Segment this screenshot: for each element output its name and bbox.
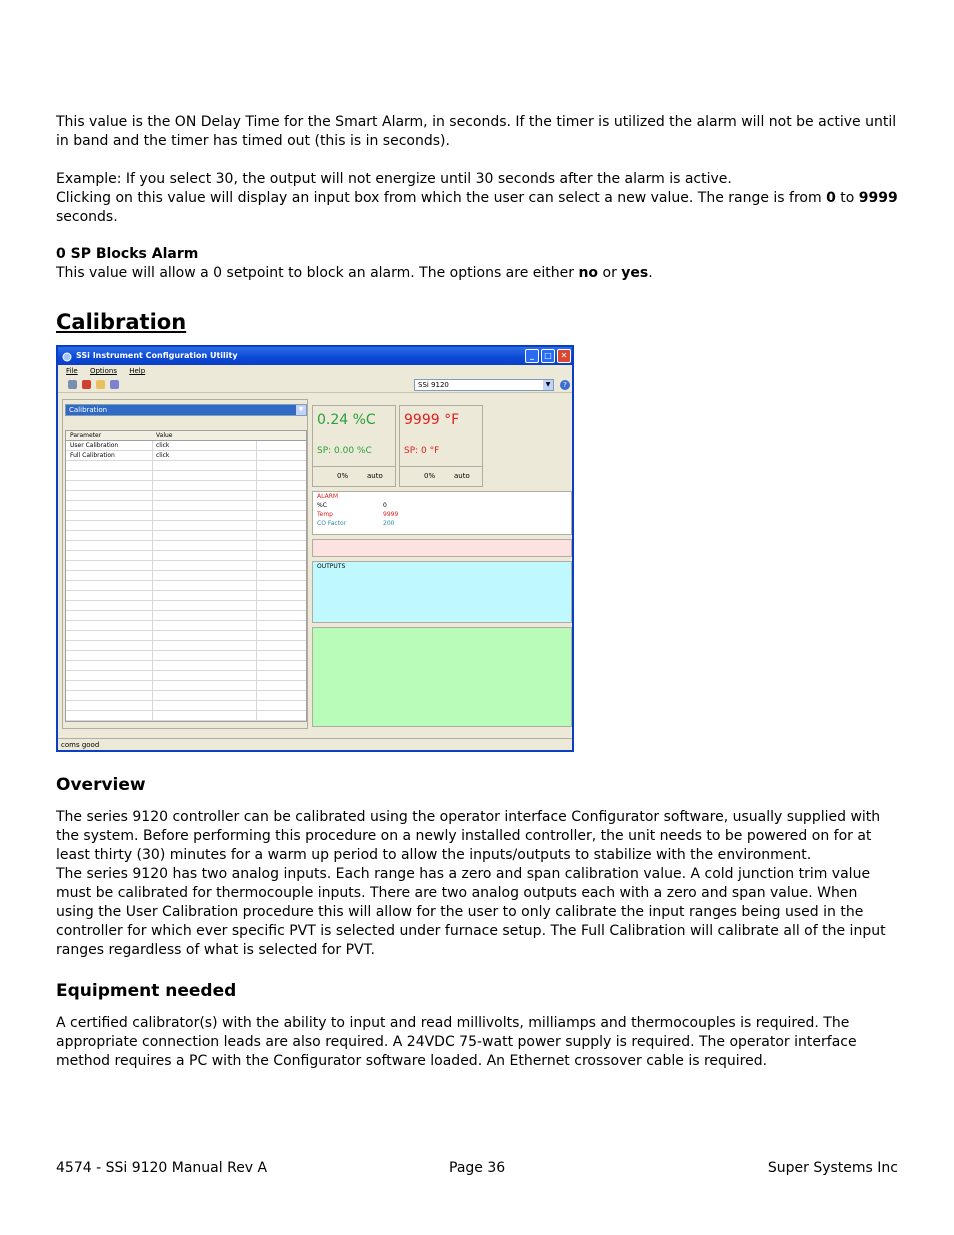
window-title: SSi Instrument Configuration Utility	[76, 351, 238, 360]
row-full-calibration-value[interactable]: click	[156, 452, 170, 459]
loop1-mode[interactable]: auto	[367, 472, 383, 480]
alarm-label-temp: Temp	[317, 511, 333, 518]
sp-blocks-section	[56, 245, 898, 283]
loop1-pv: 0.24 %C	[317, 412, 376, 428]
row-user-calibration[interactable]: User Calibration	[70, 442, 119, 449]
green-panel	[312, 627, 572, 727]
parameter-pane	[62, 399, 308, 729]
loop1-output: 0%	[337, 472, 349, 480]
menu-file[interactable]: File	[66, 367, 78, 375]
alarm-label-co-factor: CO Factor	[317, 520, 347, 527]
loop2-pv: 9999 °F	[404, 412, 460, 428]
outputs-panel	[312, 561, 572, 623]
app-icon	[62, 351, 72, 361]
loop1-sp[interactable]: SP: 0.00 %C	[317, 446, 372, 456]
loop2-panel	[399, 405, 483, 487]
sp-or: or	[598, 265, 622, 281]
sp-blocks-heading: 0 SP Blocks Alarm	[56, 246, 199, 262]
alarm-label-pct-c: %C	[317, 502, 327, 509]
maximize-button[interactable]: □	[541, 349, 555, 363]
equipment-paragraph: A certified calibrator(s) with the ability to input and read millivolts, milliamps and thermocouples is required. The appropriate connection leads are also required. A 24VDC 75-watt power supply is required. The operator interface method requires a PC with the Configurator software loaded. An Ethernet crossover cable is required.	[56, 1015, 857, 1069]
range-to: to	[835, 190, 859, 206]
settings-icon[interactable]	[110, 380, 119, 389]
footer-company: Super Systems Inc	[767, 1160, 898, 1176]
loop2-mode[interactable]: auto	[454, 472, 470, 480]
loop2-sp[interactable]: SP: 0 °F	[404, 446, 440, 456]
alarm-title: ALARM	[317, 493, 339, 500]
outputs-label: OUTPUTS	[317, 563, 346, 570]
sp-end: .	[648, 265, 653, 281]
menu-bar	[58, 365, 572, 377]
column-header-parameter: Parameter	[70, 432, 102, 439]
alarm-value-co-factor: 200	[383, 520, 395, 527]
instrument-select[interactable]	[414, 379, 554, 391]
footer-page-number: Page 36	[449, 1160, 506, 1176]
overview-text-2: The series 9120 has two analog inputs. Each range has a zero and span calibration value. A cold junction trim value must be calibrated for thermocouple inputs. There are two analog outputs each with a zero and span value. When using the User Calibration procedure this will allow for the user to only calibrate the input ranges being used in the controller for which ever specific PVT is selected under furnace setup. The Full Calibration will calibrate all of the input ranges regardless of what is selected for PVT.	[56, 866, 886, 958]
calibration-heading: Calibration	[56, 310, 187, 334]
range-end: seconds.	[56, 209, 118, 225]
chevron-down-icon: ▼	[543, 380, 553, 390]
alarm-band	[312, 539, 572, 557]
alarm-panel	[312, 491, 572, 535]
equipment-heading: Equipment needed	[56, 981, 237, 1001]
loop1-panel	[312, 405, 396, 487]
parameter-grid	[65, 430, 307, 722]
help-icon[interactable]: ?	[560, 380, 570, 390]
overview-paragraph	[56, 808, 898, 960]
instrument-name: SSi 9120	[418, 381, 449, 389]
screen-select[interactable]	[65, 404, 307, 416]
toolbar	[58, 377, 572, 393]
range-min: 0	[826, 190, 836, 206]
chevron-down-icon: ▼	[296, 405, 306, 415]
option-no: no	[578, 265, 599, 281]
minimize-button[interactable]: _	[525, 349, 539, 363]
screen-select-value: Calibration	[69, 406, 108, 414]
column-header-value: Value	[156, 432, 173, 439]
close-button[interactable]: ✕	[557, 349, 571, 363]
menu-options[interactable]: Options	[89, 367, 117, 375]
sp-blocks-text: This value will allow a 0 setpoint to block an alarm. The options are either	[56, 265, 579, 281]
example-line: Example: If you select 30, the output will not energize until 30 seconds after the alarm is active.	[56, 171, 732, 187]
status-text: coms good	[61, 741, 100, 749]
overview-heading: Overview	[56, 775, 146, 795]
window-titlebar	[58, 347, 572, 365]
option-yes: yes	[621, 265, 649, 281]
loop2-output: 0%	[424, 472, 436, 480]
row-full-calibration[interactable]: Full Calibration	[70, 452, 115, 459]
menu-help[interactable]: Help	[129, 367, 146, 375]
connect-icon[interactable]	[68, 380, 77, 389]
status-bar	[58, 738, 572, 750]
example-paragraph	[56, 170, 898, 227]
alarm-value-pct-c: 0	[383, 502, 387, 509]
overview-text-1: The series 9120 controller can be calibrated using the operator interface Configurator software, usually supplied with the system. Before performing this procedure on a newly installed controller, the unit needs to be powered on for at least thirty (30) minutes for a warm up period to allow the inputs/outputs to stabilize with the environment.	[56, 809, 881, 863]
range-max: 9999	[858, 190, 898, 206]
footer-doc-id: 4574 - SSi 9120 Manual Rev A	[56, 1160, 268, 1176]
bulb-icon[interactable]	[96, 380, 105, 389]
alarm-value-temp: 9999	[383, 511, 399, 518]
row-user-calibration-value[interactable]: click	[156, 442, 170, 449]
range-text: Clicking on this value will display an input box from which the user can select a new value. The range is from	[56, 190, 827, 206]
config-utility-window	[56, 345, 574, 752]
intro-paragraph: This value is the ON Delay Time for the Smart Alarm, in seconds. If the timer is utilized the alarm will not be active until in band and the timer has timed out (this is in seconds).	[56, 114, 897, 149]
record-icon[interactable]	[82, 380, 91, 389]
